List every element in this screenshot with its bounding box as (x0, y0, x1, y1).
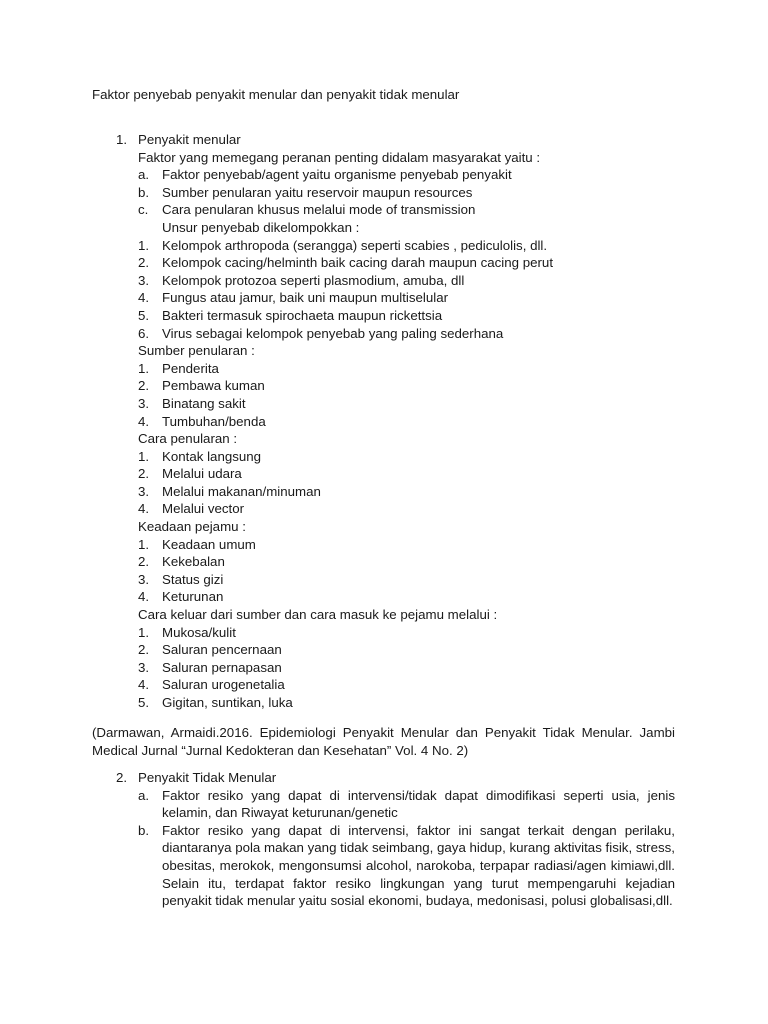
agent-groups-heading: Unsur penyebab dikelompokkan : (162, 219, 360, 235)
list-item-text: Saluran pernapasan (162, 659, 282, 675)
list-marker: 4. (138, 290, 150, 306)
list-marker: 1. (138, 536, 150, 552)
list-item-text: Melalui udara (162, 466, 242, 482)
list-item (92, 787, 675, 822)
list-marker: a. (138, 787, 150, 803)
list-item (92, 448, 675, 466)
list-marker: 4. (138, 677, 150, 693)
list-marker: 4. (138, 589, 150, 605)
list-item-text: Bakteri termasuk spirochaeta maupun rickettsia (162, 307, 443, 323)
list-item-text: Kekebalan (162, 554, 225, 570)
list-item-text: Keadaan umum (162, 536, 256, 552)
subheading-line (92, 219, 675, 237)
list-marker: 3. (138, 272, 150, 288)
list-item (92, 307, 675, 325)
list-item-text: Penderita (162, 360, 219, 376)
list-item-text: Virus sebagai kelompok penyebab yang paling sederhana (162, 325, 504, 341)
list-item (92, 395, 675, 413)
section-heading: Penyakit Tidak Menular (138, 770, 277, 785)
section-communicable-disease (92, 131, 675, 712)
subheading-line (92, 518, 675, 536)
list-item (92, 483, 675, 501)
subheading-line (92, 606, 675, 624)
list-item-text: Status gizi (162, 571, 224, 587)
list-marker: 2. (138, 554, 150, 570)
citation-paragraph: (Darmawan, Armaidi.2016. Epidemiologi Penyakit Menular dan Penyakit Tidak Menular. Jambi Medical Jurnal “Jurnal Kedokteran dan Kesehatan” Vol. 4 No. 2) (92, 725, 675, 758)
list-item (92, 272, 675, 290)
list-marker: a. (138, 167, 150, 183)
list-item (92, 536, 675, 554)
list-marker: 1. (138, 624, 150, 640)
list-item (92, 184, 675, 202)
list-marker: 1. (138, 237, 150, 253)
list-item (92, 465, 675, 483)
intro-line (92, 149, 675, 167)
list-item-text: Melalui vector (162, 501, 245, 517)
section-intro: Faktor yang memegang peranan penting didalam masyarakat yaitu : (138, 149, 541, 165)
list-marker: 1. (138, 360, 150, 376)
list-marker: 3. (138, 571, 150, 587)
list-item-text: Kelompok arthropoda (serangga) seperti scabies , pediculolis, dll. (162, 237, 548, 253)
list-marker: 3. (138, 659, 150, 675)
list-item (92, 413, 675, 431)
list-number: 2. (116, 770, 128, 785)
list-item (92, 553, 675, 571)
list-item-text: Mukosa/kulit (162, 624, 236, 640)
list-item-text: Fungus atau jamur, baik uni maupun multiselular (162, 290, 449, 306)
list-item-text: Faktor resiko yang dapat di intervensi/tidak dapat dimodifikasi seperti usia, jenis kelamin, dan Riwayat keturunan/genetic (162, 787, 675, 821)
list-marker: 2. (138, 466, 150, 482)
list-item (92, 676, 675, 694)
list-marker: 3. (138, 483, 150, 499)
list-marker: b. (138, 184, 150, 200)
transmission-heading: Cara penularan : (138, 431, 238, 447)
list-item-text: Saluran pencernaan (162, 642, 282, 658)
route-heading: Cara keluar dari sumber dan cara masuk ke pejamu melalui : (138, 607, 498, 623)
list-item-text: Cara penularan khusus melalui mode of transmission (162, 202, 476, 218)
list-item-text: Gigitan, suntikan, luka (162, 695, 293, 710)
subheading-line (92, 430, 675, 448)
list-item-text: Faktor penyebab/agent yaitu organisme penyebab penyakit (162, 167, 512, 183)
list-number: 1. (116, 132, 128, 147)
list-item-text: Faktor resiko yang dapat di intervensi, faktor ini sangat terkait dengan perilaku, diantaranya pola makan yang tidak seimbang, gaya hidup, kurang aktivitas fisik, stress, obesitas, merokok, mengonsumsi alcohol, narokoba, terpapar radiasi/agen kimiawi,dll. Selain itu, terdapat faktor resiko lingkungan yang turut mempengaruhi kejadian penyakit tidak menular yaitu sosial ekonomi, budaya, medonisasi, polusi globalisasi,dll. (162, 822, 675, 909)
section-heading-line (92, 769, 675, 787)
list-item (92, 201, 675, 219)
list-marker: 2. (138, 642, 150, 658)
list-item-text: Sumber penularan yaitu reservoir maupun resources (162, 184, 473, 200)
list-marker: 5. (138, 307, 150, 323)
list-marker: 4. (138, 413, 150, 429)
list-item (92, 237, 675, 255)
list-item (92, 588, 675, 606)
section-heading-line (92, 131, 675, 149)
section-non-communicable-disease (92, 769, 675, 910)
list-item (92, 641, 675, 659)
list-item-text: Saluran urogenetalia (162, 677, 285, 693)
list-item (92, 377, 675, 395)
list-item (92, 694, 675, 712)
list-marker: 1. (138, 448, 150, 464)
list-item-text: Binatang sakit (162, 395, 246, 411)
list-item (92, 360, 675, 378)
document-title: Faktor penyebab penyakit menular dan penyakit tidak menular (92, 87, 460, 102)
list-marker: 6. (138, 325, 150, 341)
list-item (92, 166, 675, 184)
list-item-text: Melalui makanan/minuman (162, 483, 321, 499)
section-heading: Penyakit menular (138, 132, 241, 147)
list-marker: c. (138, 202, 149, 218)
list-item (92, 289, 675, 307)
host-state-heading: Keadaan pejamu : (138, 519, 246, 535)
list-marker: 5. (138, 695, 150, 710)
list-marker: 2. (138, 378, 150, 394)
list-item (92, 500, 675, 518)
list-marker: 2. (138, 255, 150, 271)
list-item (92, 571, 675, 589)
list-marker: 4. (138, 501, 150, 517)
subheading-line (92, 342, 675, 360)
list-item (92, 624, 675, 642)
sources-heading: Sumber penularan : (138, 343, 255, 359)
list-item-text: Keturunan (162, 589, 224, 605)
list-item (92, 325, 675, 343)
list-item-text: Kelompok cacing/helminth baik cacing darah maupun cacing perut (162, 255, 554, 271)
list-item (92, 254, 675, 272)
list-item-text: Kelompok protozoa seperti plasmodium, amuba, dll (162, 272, 465, 288)
list-marker: b. (138, 822, 150, 838)
list-item (92, 659, 675, 677)
list-marker: 3. (138, 395, 150, 411)
list-item-text: Pembawa kuman (162, 378, 265, 394)
list-item (92, 822, 675, 910)
list-item-text: Kontak langsung (162, 448, 262, 464)
list-item-text: Tumbuhan/benda (162, 413, 266, 429)
